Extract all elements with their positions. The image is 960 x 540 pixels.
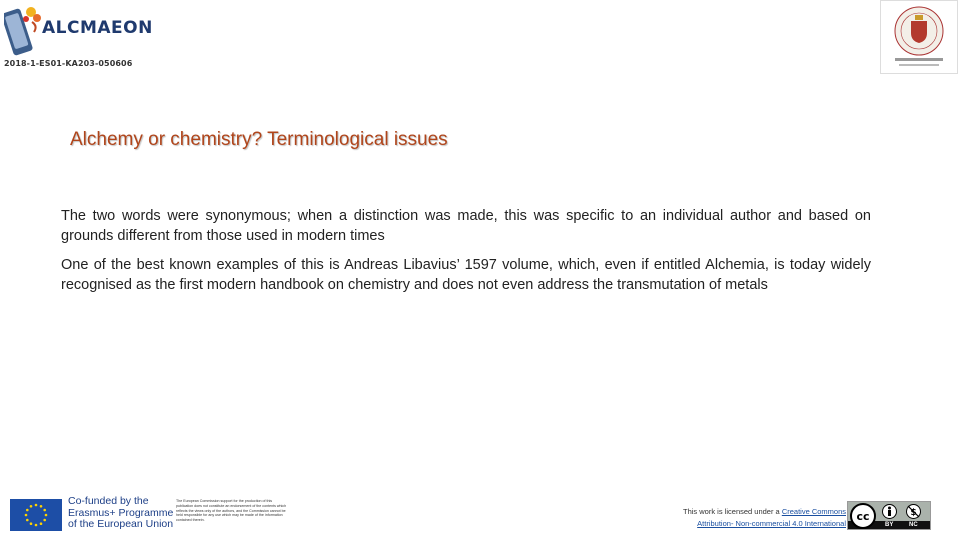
license-notice (664, 506, 846, 530)
eu-cofunded-text (68, 496, 173, 531)
slide-title: Alchemy or chemistry? Terminological issues (70, 129, 448, 150)
eu-line: Erasmus+ Programme (68, 506, 174, 519)
license-prefix: This work is licensed under a (683, 507, 782, 516)
nc-dollar-icon (906, 504, 921, 519)
university-seal-logo (880, 0, 958, 74)
alcmaeon-wordmark: ALCMAEON (42, 18, 153, 38)
cc-icon (850, 503, 876, 529)
eu-cofunding-block (10, 495, 287, 532)
university-crest-icon (881, 1, 957, 73)
svg-text:$: $ (910, 508, 917, 518)
cc-by-nc-badge[interactable] (847, 501, 931, 530)
paragraph: One of the best known examples of this is Andreas Libavius’ 1597 volume, which, even if entitled Alchemia, is today widely recognised as the first modern handbook on chemistry and does not even address the transmutation of metals (61, 257, 871, 293)
eu-line: of the European Union (68, 518, 174, 530)
cc-nc-label: NC (909, 522, 918, 528)
paragraph: The two words were synonymous; when a distinction was made, this was specific to an individual author and based on grounds different from those used in modern times (61, 208, 871, 244)
eu-disclaimer: The European Commission support for the production of this publication does not constitute an endorsement of the contents which reflects the views only of the authors, and the Commission cannot be held responsible for any use which may be made of the information contained therein. (176, 499, 287, 523)
svg-text:cc: cc (856, 510, 870, 523)
license-link[interactable]: Creative Commons Attribution- Non-commercial 4.0 International (697, 507, 846, 528)
slide-body (61, 206, 871, 304)
eu-flag-icon (10, 499, 62, 531)
project-code: 2018-1-ES01-KA203-050606 (4, 59, 133, 68)
cc-by-label: BY (885, 522, 894, 528)
eu-line: Co-funded by the (68, 495, 149, 507)
by-person-icon (882, 504, 897, 519)
alcmaeon-emblem-icon (4, 4, 44, 60)
